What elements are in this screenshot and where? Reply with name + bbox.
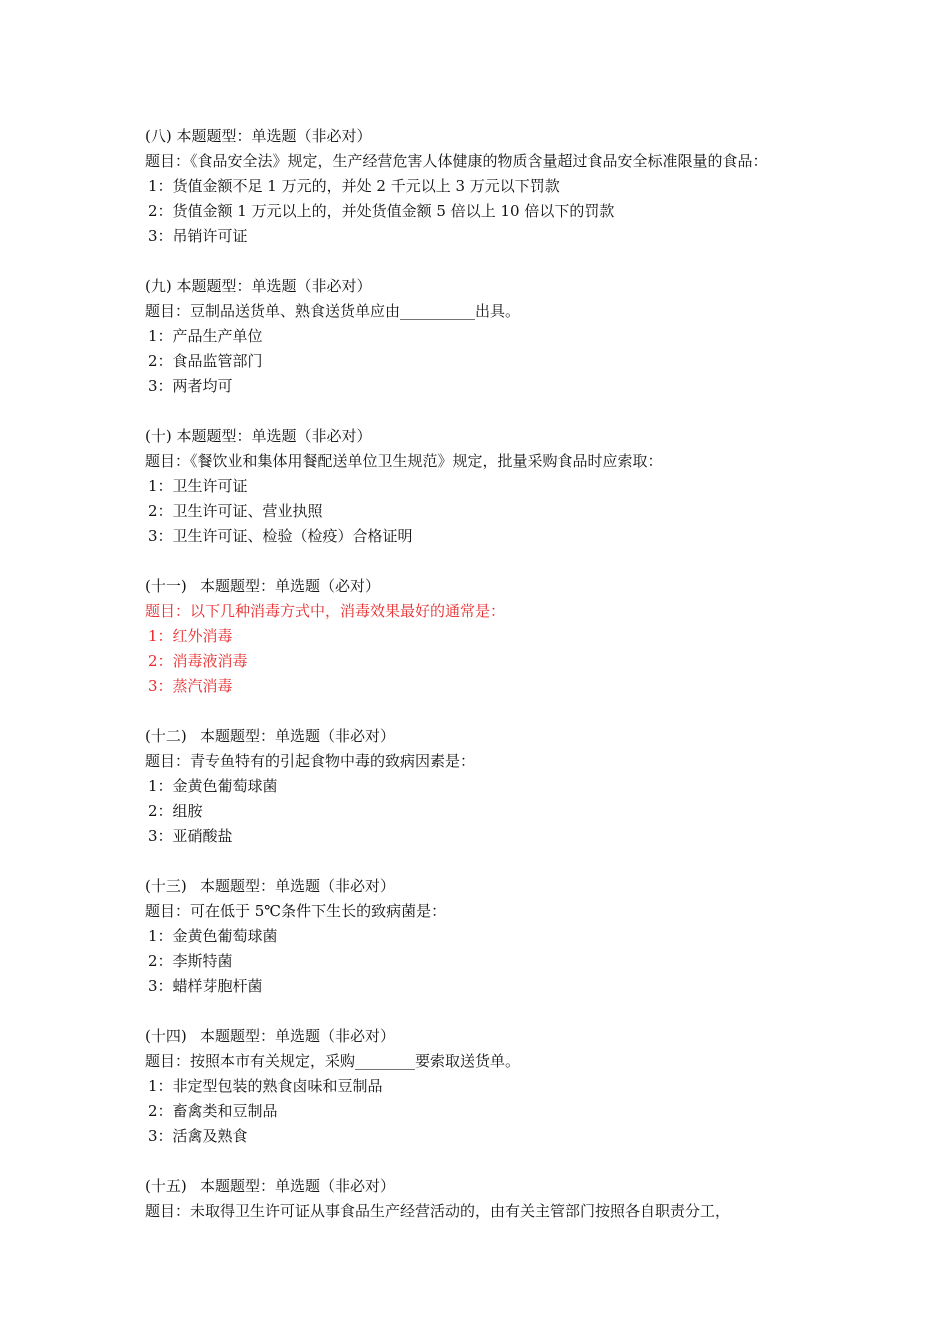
question-type: 本题题型：单选题（非必对） <box>200 727 396 745</box>
question-15 <box>145 1174 825 1224</box>
question-stem: 题目：《食品安全法》规定，生产经营危害人体健康的物质含量超过食品安全标准限量的食品： <box>145 152 768 170</box>
question-stem: 题目：《餐饮业和集体用餐配送单位卫生规范》规定，批量采购食品时应索取： <box>145 452 663 470</box>
question-number: (十五) <box>145 1177 187 1195</box>
question-header <box>145 1174 825 1199</box>
question-type: 本题题型：单选题（非必对） <box>200 877 396 895</box>
question-number: (九) <box>145 277 172 295</box>
option-2: 2：卫生许可证、营业执照 <box>148 502 323 520</box>
option-1: 1：金黄色葡萄球菌 <box>148 777 278 795</box>
option-3: 3：活禽及熟食 <box>148 1127 248 1145</box>
question-type: 本题题型：单选题（非必对） <box>200 1027 396 1045</box>
question-9 <box>145 274 825 399</box>
option-3-highlighted: 3：蒸汽消毒 <box>148 677 233 695</box>
question-header <box>145 274 825 299</box>
question-header <box>145 574 825 599</box>
question-list <box>145 124 825 1249</box>
question-number: (八) <box>145 127 172 145</box>
option-2: 2：畜禽类和豆制品 <box>148 1102 278 1120</box>
question-type: 本题题型：单选题（必对） <box>200 577 381 595</box>
option-2: 2：货值金额 1 万元以上的，并处货值金额 5 倍以上 10 倍以下的罚款 <box>148 202 615 220</box>
question-header <box>145 424 825 449</box>
option-1-highlighted: 1：红外消毒 <box>148 627 233 645</box>
option-3: 3：卫生许可证、检验（检疫）合格证明 <box>148 527 413 545</box>
question-stem: 题目：豆制品送货单、熟食送货单应由__________出具。 <box>145 302 521 320</box>
question-type: 本题题型：单选题（非必对） <box>176 427 372 445</box>
option-3: 3：吊销许可证 <box>148 227 248 245</box>
option-1: 1：非定型包装的熟食卤味和豆制品 <box>148 1077 383 1095</box>
question-13 <box>145 874 825 999</box>
question-header <box>145 124 825 149</box>
question-stem-highlighted: 题目：以下几种消毒方式中，消毒效果最好的通常是： <box>145 602 506 620</box>
question-stem: 题目：按照本市有关规定，采购________要索取送货单。 <box>145 1052 521 1070</box>
question-header <box>145 1024 825 1049</box>
option-2: 2：李斯特菌 <box>148 952 233 970</box>
option-1: 1：产品生产单位 <box>148 327 263 345</box>
option-3: 3：蜡样芽胞杆菌 <box>148 977 263 995</box>
question-10 <box>145 424 825 549</box>
question-number: (十四) <box>145 1027 187 1045</box>
question-type: 本题题型：单选题（非必对） <box>200 1177 396 1195</box>
option-1: 1：货值金额不足 1 万元的，并处 2 千元以上 3 万元以下罚款 <box>148 177 560 195</box>
option-3: 3：两者均可 <box>148 377 233 395</box>
question-number: (十一) <box>145 577 187 595</box>
question-type: 本题题型：单选题（非必对） <box>176 127 372 145</box>
question-12 <box>145 724 825 849</box>
question-header <box>145 874 825 899</box>
option-1: 1：卫生许可证 <box>148 477 248 495</box>
question-header <box>145 724 825 749</box>
question-number: (十三) <box>145 877 187 895</box>
option-2: 2：组胺 <box>148 802 203 820</box>
option-2-highlighted: 2：消毒液消毒 <box>148 652 248 670</box>
question-stem: 题目：未取得卫生许可证从事食品生产经营活动的，由有关主管部门按照各自职责分工， <box>145 1202 731 1220</box>
question-stem: 题目：可在低于 5℃条件下生长的致病菌是： <box>145 902 447 920</box>
question-11 <box>145 574 825 699</box>
question-number: (十) <box>145 427 172 445</box>
option-2: 2：食品监管部门 <box>148 352 263 370</box>
question-14 <box>145 1024 825 1149</box>
question-8 <box>145 124 825 249</box>
option-3: 3：亚硝酸盐 <box>148 827 233 845</box>
question-number: (十二) <box>145 727 187 745</box>
question-stem: 题目：青专鱼特有的引起食物中毒的致病因素是： <box>145 752 476 770</box>
question-type: 本题题型：单选题（非必对） <box>176 277 372 295</box>
option-1: 1：金黄色葡萄球菌 <box>148 927 278 945</box>
